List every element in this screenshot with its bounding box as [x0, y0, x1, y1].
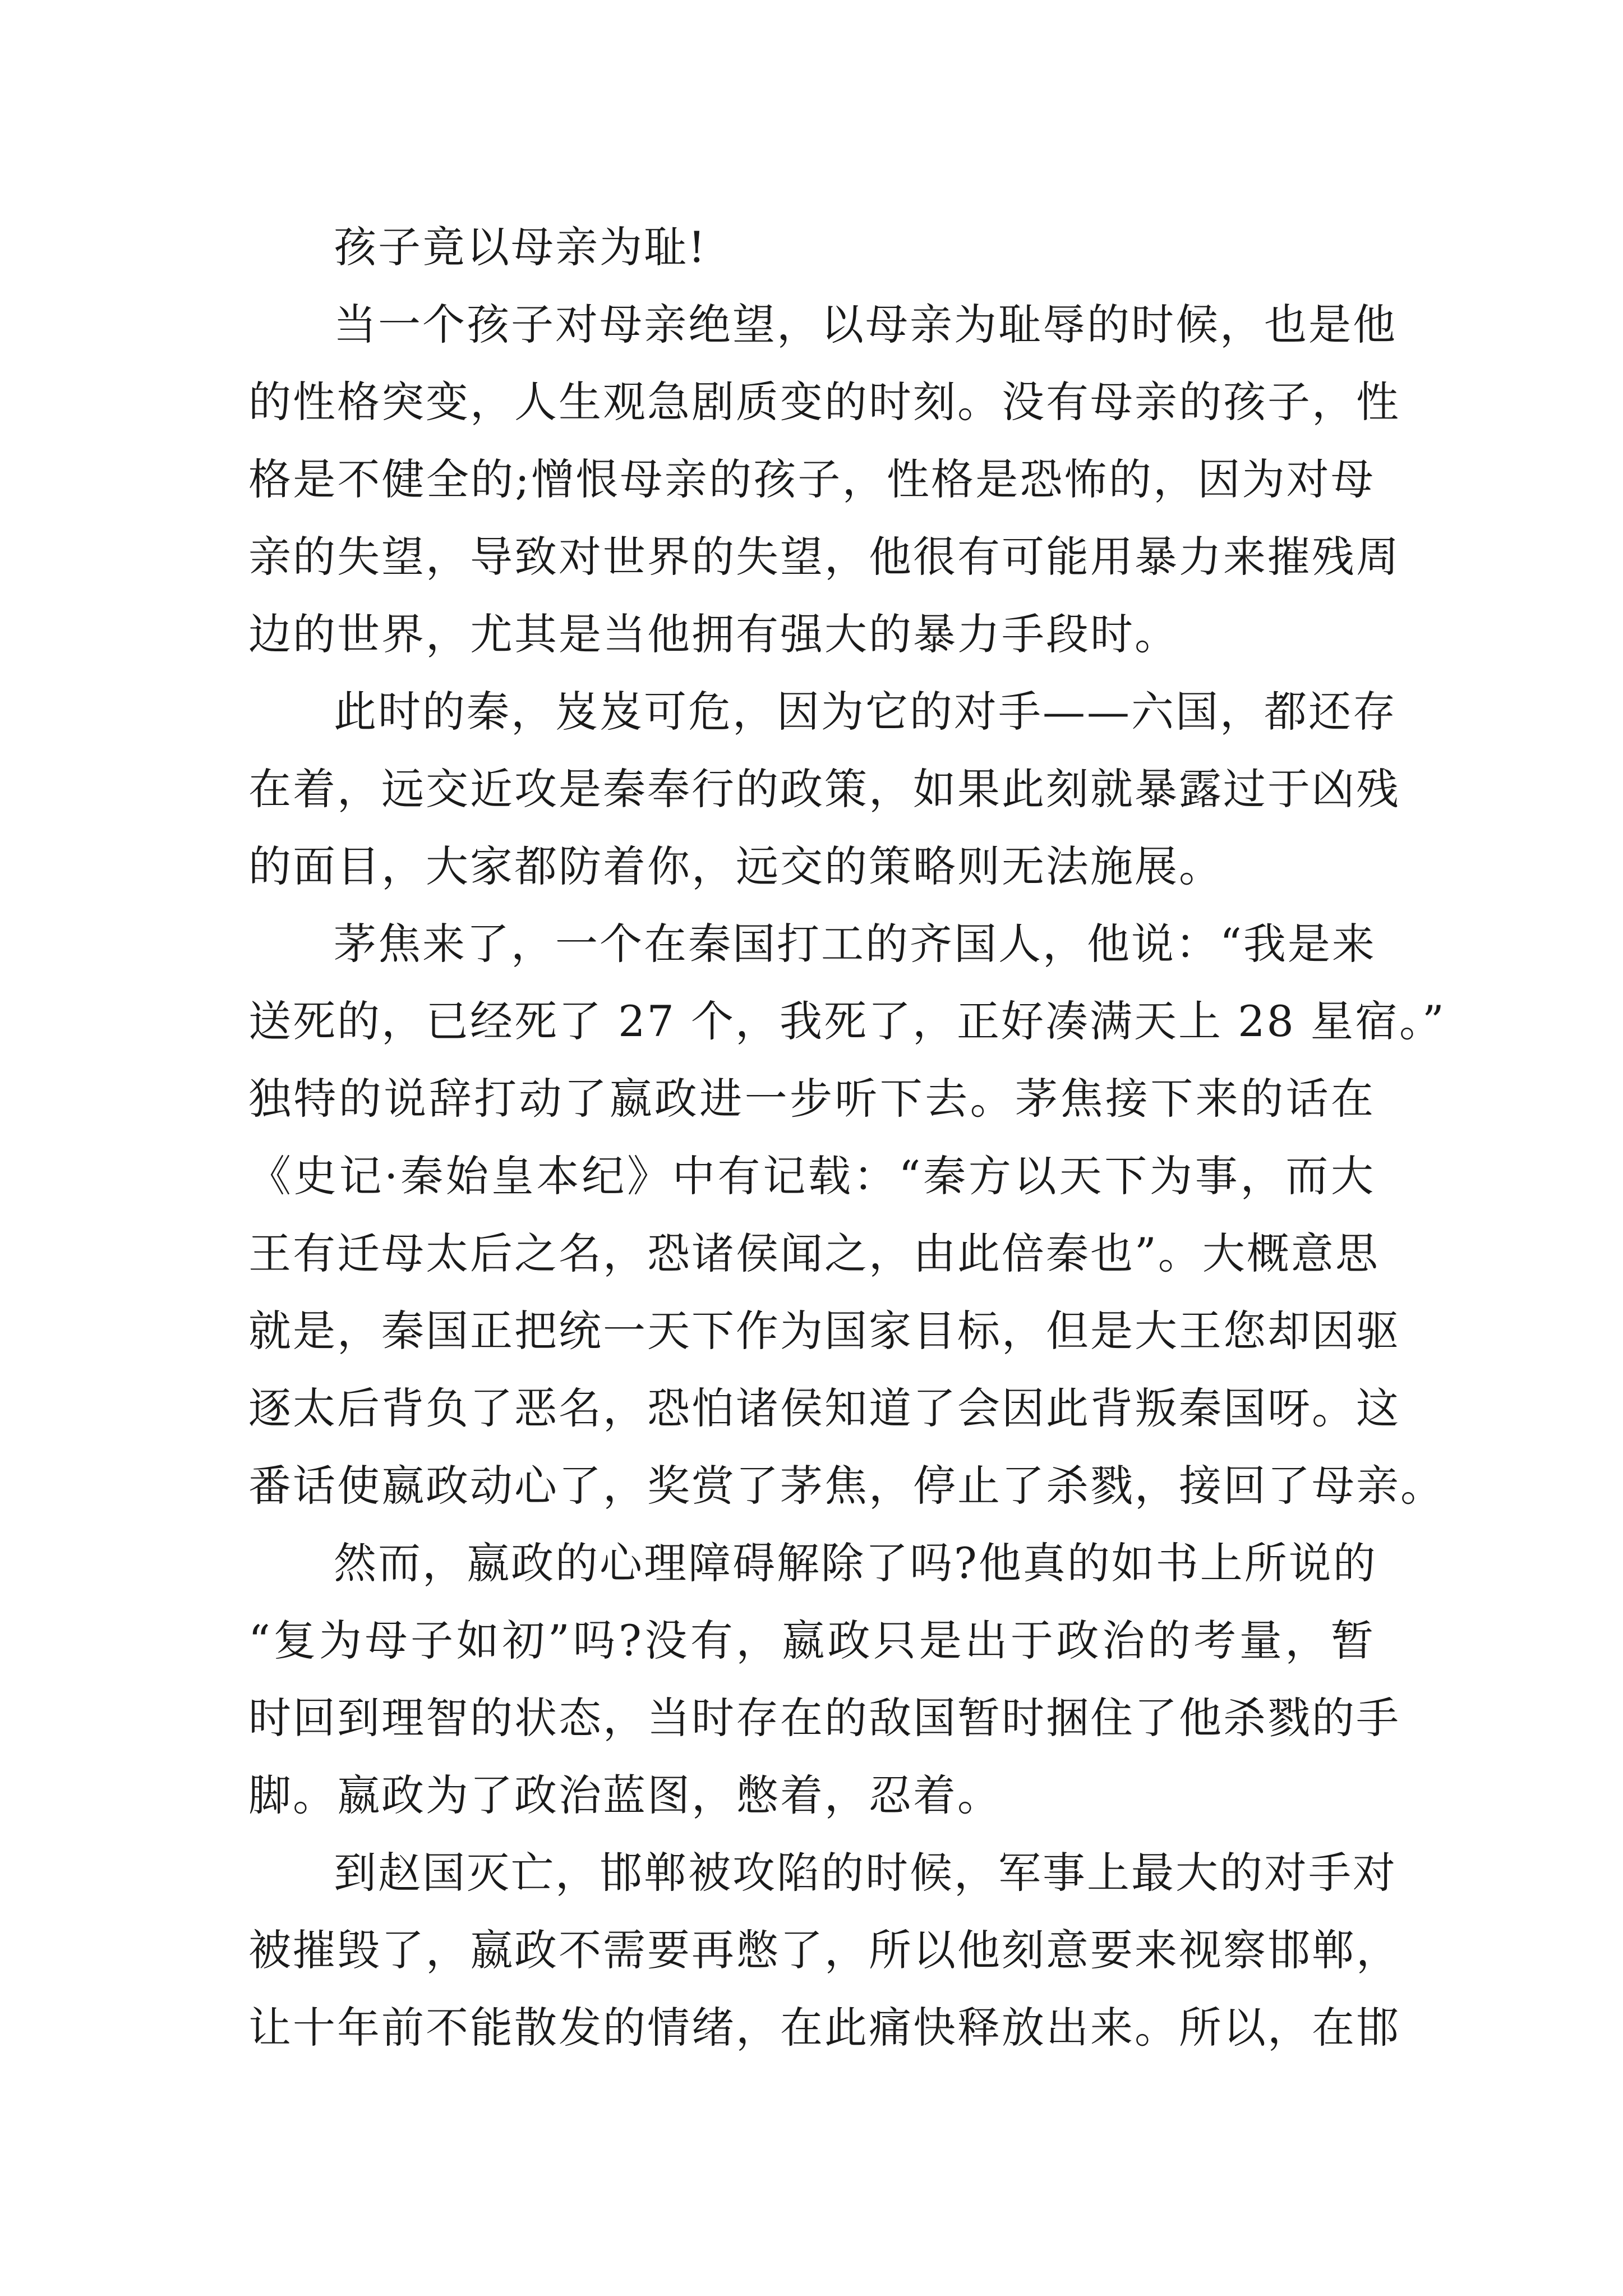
- document-body: [248, 209, 1446, 2067]
- text-line: 边的世界，尤其是当他拥有强大的暴力手段时。: [248, 609, 1179, 659]
- text-line: 让十年前不能散发的情绪，在此痛快释放出来。所以，在邯: [248, 2003, 1400, 2053]
- text-line: 然而，嬴政的心理障碍解除了吗?他真的如书上所说的: [334, 1538, 1377, 1588]
- text-line: 此时的秦，岌岌可危，因为它的对手——六国，都还存: [334, 687, 1397, 737]
- text-line: 脚。嬴政为了政治蓝图，憋着，忍着。: [248, 1770, 1002, 1820]
- text-line: 的面目，大家都防着你，远交的策略则无法施展。: [248, 841, 1223, 891]
- text-line: 当一个孩子对母亲绝望，以母亲为耻辱的时候，也是他: [334, 300, 1397, 349]
- text-line: 孩子竟以母亲为耻!: [334, 222, 707, 272]
- text-line: 《史记·秦始皇本纪》中有记载：“秦方以天下为事，而大: [248, 1151, 1375, 1201]
- text-line: 在着，远交近攻是秦奉行的政策，如果此刻就暴露过于凶残: [248, 764, 1400, 814]
- text-line: 就是，秦国正把统一天下作为国家目标，但是大王您却因驱: [248, 1306, 1400, 1356]
- text-line: “复为母子如初”吗?没有，嬴政只是出于政治的考量，暂: [248, 1616, 1375, 1665]
- text-line: 时回到理智的状态，当时存在的敌国暂时捆住了他杀戮的手: [248, 1693, 1400, 1743]
- text-line: 亲的失望，导致对世界的失望，他很有可能用暴力来摧残周: [248, 532, 1400, 582]
- text-line: 王有迁母太后之名，恐诸侯闻之，由此倍秦也”。大概意思: [248, 1228, 1380, 1278]
- text-line: 格是不健全的;憎恨母亲的孩子，性格是恐怖的，因为对母: [248, 454, 1375, 504]
- text-line: 番话使嬴政动心了，奖赏了茅焦，停止了杀戮，接回了母亲。: [248, 1461, 1445, 1511]
- text-line: 到赵国灭亡，邯郸被攻陷的时候，军事上最大的对手对: [334, 1848, 1397, 1898]
- text-line: 的性格突变，人生观急剧质变的时刻。没有母亲的孩子，性: [248, 377, 1400, 427]
- text-line: 逐太后背负了恶名，恐怕诸侯知道了会因此背叛秦国呀。这: [248, 1383, 1400, 1433]
- text-line: 被摧毁了，嬴政不需要再憋了，所以他刻意要来视察邯郸，: [248, 1925, 1400, 1975]
- text-line: 独特的说辞打动了嬴政进一步听下去。茅焦接下来的话在: [248, 1074, 1375, 1124]
- text-line: 茅焦来了，一个在秦国打工的齐国人，他说：“我是来: [334, 919, 1376, 969]
- text-line: 送死的，已经死了 27 个，我死了，正好凑满天上 28 星宿。”: [248, 996, 1446, 1046]
